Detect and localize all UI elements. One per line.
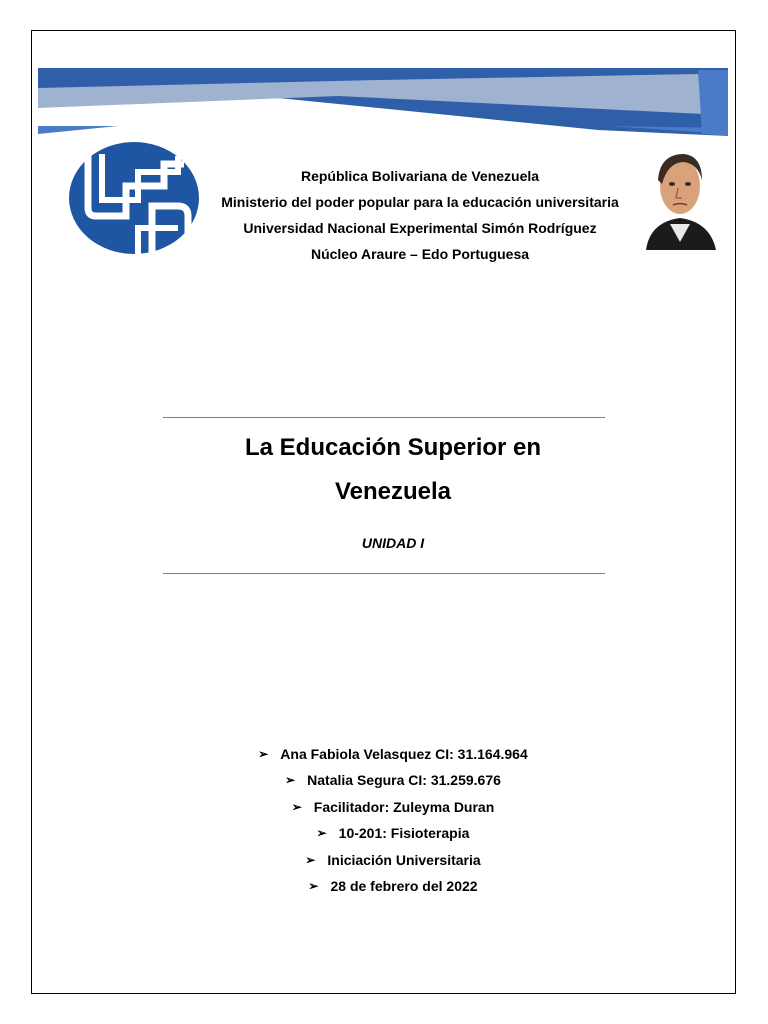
- title-bottom-rule: [163, 573, 605, 574]
- info-text: 28 de febrero del 2022: [330, 878, 478, 895]
- info-item-student-1: [163, 742, 623, 768]
- title-top-rule: [163, 417, 605, 418]
- title-line-2: Venezuela: [334, 478, 452, 505]
- header-line-university: Universidad Nacional Experimental Simón Rodríguez: [243, 220, 597, 236]
- header-line-campus: Núcleo Araure – Edo Portuguesa: [310, 246, 530, 262]
- info-text: Iniciación Universitaria: [327, 851, 481, 868]
- info-list: [163, 742, 623, 900]
- info-item-date: [163, 874, 623, 900]
- institution-header: [200, 163, 640, 267]
- info-item-facilitator: [163, 795, 623, 821]
- header-line-republic: República Bolivariana de Venezuela: [300, 168, 540, 184]
- document-title: [163, 426, 623, 514]
- arrow-bullet-icon: ➢: [316, 826, 327, 841]
- arrow-bullet-icon: ➢: [291, 799, 302, 814]
- info-item-student-2: [163, 768, 623, 794]
- info-text: Natalia Segura CI: 31.259.676: [307, 772, 501, 789]
- info-item-section: [163, 821, 623, 847]
- arrow-bullet-icon: ➢: [308, 879, 319, 894]
- arrow-bullet-icon: ➢: [305, 852, 316, 867]
- header-line-ministry: Ministerio del poder popular para la educación universitaria: [221, 194, 619, 210]
- info-item-course: [163, 848, 623, 874]
- header-banner: [38, 68, 728, 136]
- info-text: Ana Fabiola Velasquez CI: 31.164.964: [280, 746, 528, 762]
- university-logo: [68, 142, 200, 255]
- title-line-1: La Educación Superior en: [244, 434, 542, 461]
- unit-subtitle: UNIDAD I: [361, 535, 425, 551]
- info-text: Facilitador: Zuleyma Duran: [313, 798, 495, 815]
- info-text: 10-201: Fisioterapia: [338, 825, 470, 842]
- portrait-image: [640, 150, 720, 250]
- arrow-bullet-icon: ➢: [285, 773, 296, 788]
- arrow-bullet-icon: ➢: [258, 747, 269, 761]
